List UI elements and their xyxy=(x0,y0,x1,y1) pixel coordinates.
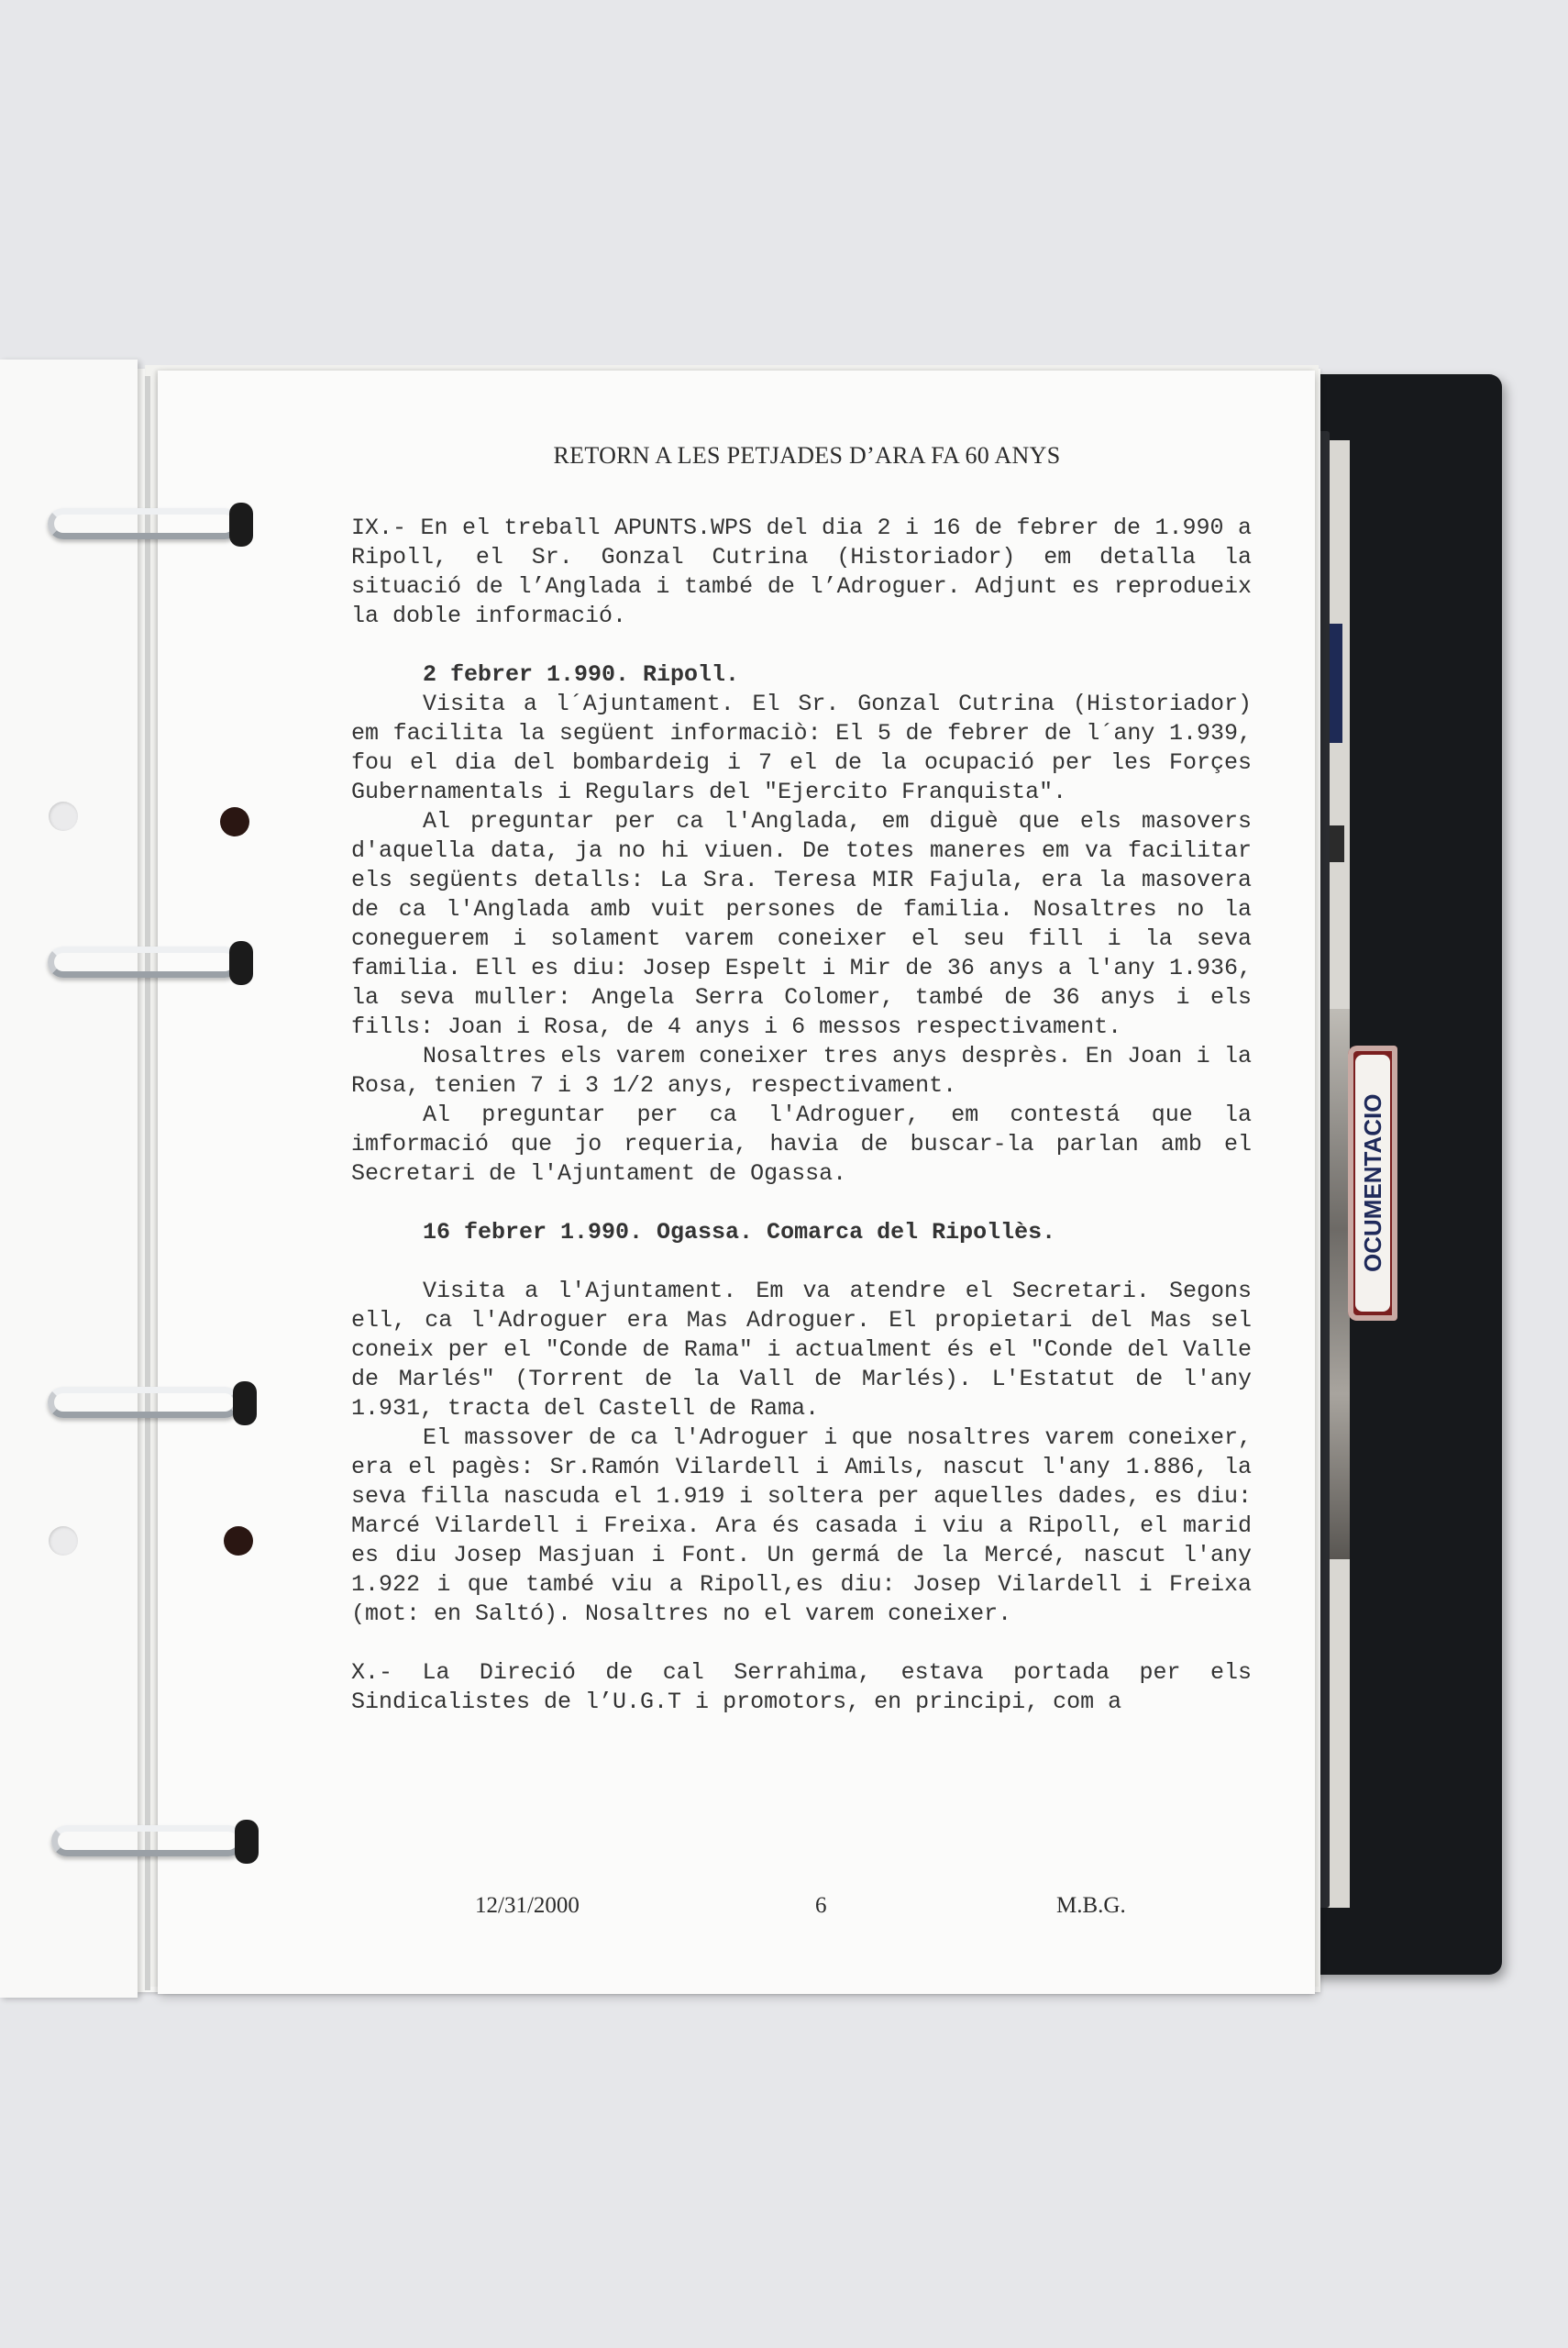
ring-clasp xyxy=(229,503,253,547)
spine xyxy=(145,376,150,1990)
left-page xyxy=(0,360,138,1998)
section-heading-ripoll: 2 febrer 1.990. Ripoll. xyxy=(423,661,740,688)
paragraph: Visita a l´Ajuntament. El Sr. Gonzal Cutrina (Historiador) em facilita la següent informaciò: El 5 de febrer de l´any 1.939, fou el dia del bombardeig i 7 el de la ocupació per les Forçes Gubernamentals i Regulars del "Ejercito Franquista". xyxy=(351,691,1252,805)
ring-clasp xyxy=(233,1381,257,1425)
punch-hole xyxy=(49,1526,78,1556)
page-body xyxy=(351,514,1252,1717)
paragraph: El massover de ca l'Adroguer i que nosaltres varem coneixer, era el pagès: Sr.Ramón Vilardell i Amils, nascut l'any 1.886, la seva filla nascuda el 1.919 i soltera per aquelles dades, es diu: Marcé Vilardell i Freixa. Ara és casada i viu a Ripoll, el marid es diu Josep Masjuan i Font. Un germá de la Mercé, nascut l'any 1.922 i que també viu a Ripoll,es diu: Josep Vilardell i Freixa (mot: en Saltó). Nosaltres no el varem coneixer. xyxy=(351,1424,1252,1627)
paragraph: Al preguntar per ca l'Adroguer, em contestá que la imformació que jo requeria, havia de buscar-la parlan amb el Secretari de l'Ajuntament de Ogassa. xyxy=(351,1102,1252,1187)
paragraph-ix: IX.- En el treball APUNTS.WPS del dia 2 i 16 de febrer de 1.990 a Ripoll, el Sr. Gonzal Cutrina (Historiador) em detalla la situació de l’Anglada i també de l’Adroguer. Adjunt es reprodueix la doble informació. xyxy=(351,515,1252,629)
page-header: RETORN A LES PETJADES D’ARA FA 60 ANYS xyxy=(553,442,1061,469)
footer-page-number: 6 xyxy=(815,1893,827,1918)
footer-date: 12/31/2000 xyxy=(475,1893,580,1918)
paragraph-x: X.- La Direció de cal Serrahima, estava portada per els Sindicalistes de l’U.G.T i promotors, en principi, com a xyxy=(351,1659,1252,1715)
paragraph: Visita a l'Ajuntament. Em va atendre el Secretari. Segons ell, ca l'Adroguer era Mas Adroguer. El propietari del Mas sel coneix per el "Conde de Rama" i actualment és el "Conde del Valle de Marlés" (Torrent de la Vall de Marlés). L'Estatut de l'any 1.931, tracta del Castell de Rama. xyxy=(351,1278,1252,1422)
binder-ring xyxy=(48,1387,240,1418)
punch-hole xyxy=(49,802,78,831)
section-heading-ogassa: 16 febrer 1.990. Ogassa. Comarca del Ripollès. xyxy=(423,1219,1056,1246)
binder-ring xyxy=(51,1825,244,1856)
punch-hole xyxy=(220,807,249,836)
punch-hole xyxy=(224,1526,253,1556)
binder-ring xyxy=(48,508,240,539)
ring-clasp xyxy=(235,1820,259,1864)
divider-tab-label: OCUMENTACIO xyxy=(1355,1055,1390,1312)
paragraph: Nosaltres els varem coneixer tres anys desprès. En Joan i la Rosa, tenien 7 i 3 1/2 anys, respectivament. xyxy=(351,1043,1252,1099)
binder-ring xyxy=(48,947,240,978)
footer-initials: M.B.G. xyxy=(1056,1893,1126,1918)
ring-clasp xyxy=(229,941,253,985)
paragraph: Al preguntar per ca l'Anglada, em diguè que els masovers d'aquella data, ja no hi viuen. De totes maneres em va facilitar els següents detalls: La Sra. Teresa MIR Fajula, era la masovera de ca l'Anglada amb vuit persones de familia. Nosaltres no la coneguerem i solament varem coneixer el seu fill i la seva familia. Ell es diu: Josep Espelt i Mir de 36 anys a l'any 1.936, la seva muller: Angela Serra Colomer, també de 36 anys i els fills: Joan i Rosa, de 4 anys i 6 messos respectivament. xyxy=(351,808,1252,1040)
